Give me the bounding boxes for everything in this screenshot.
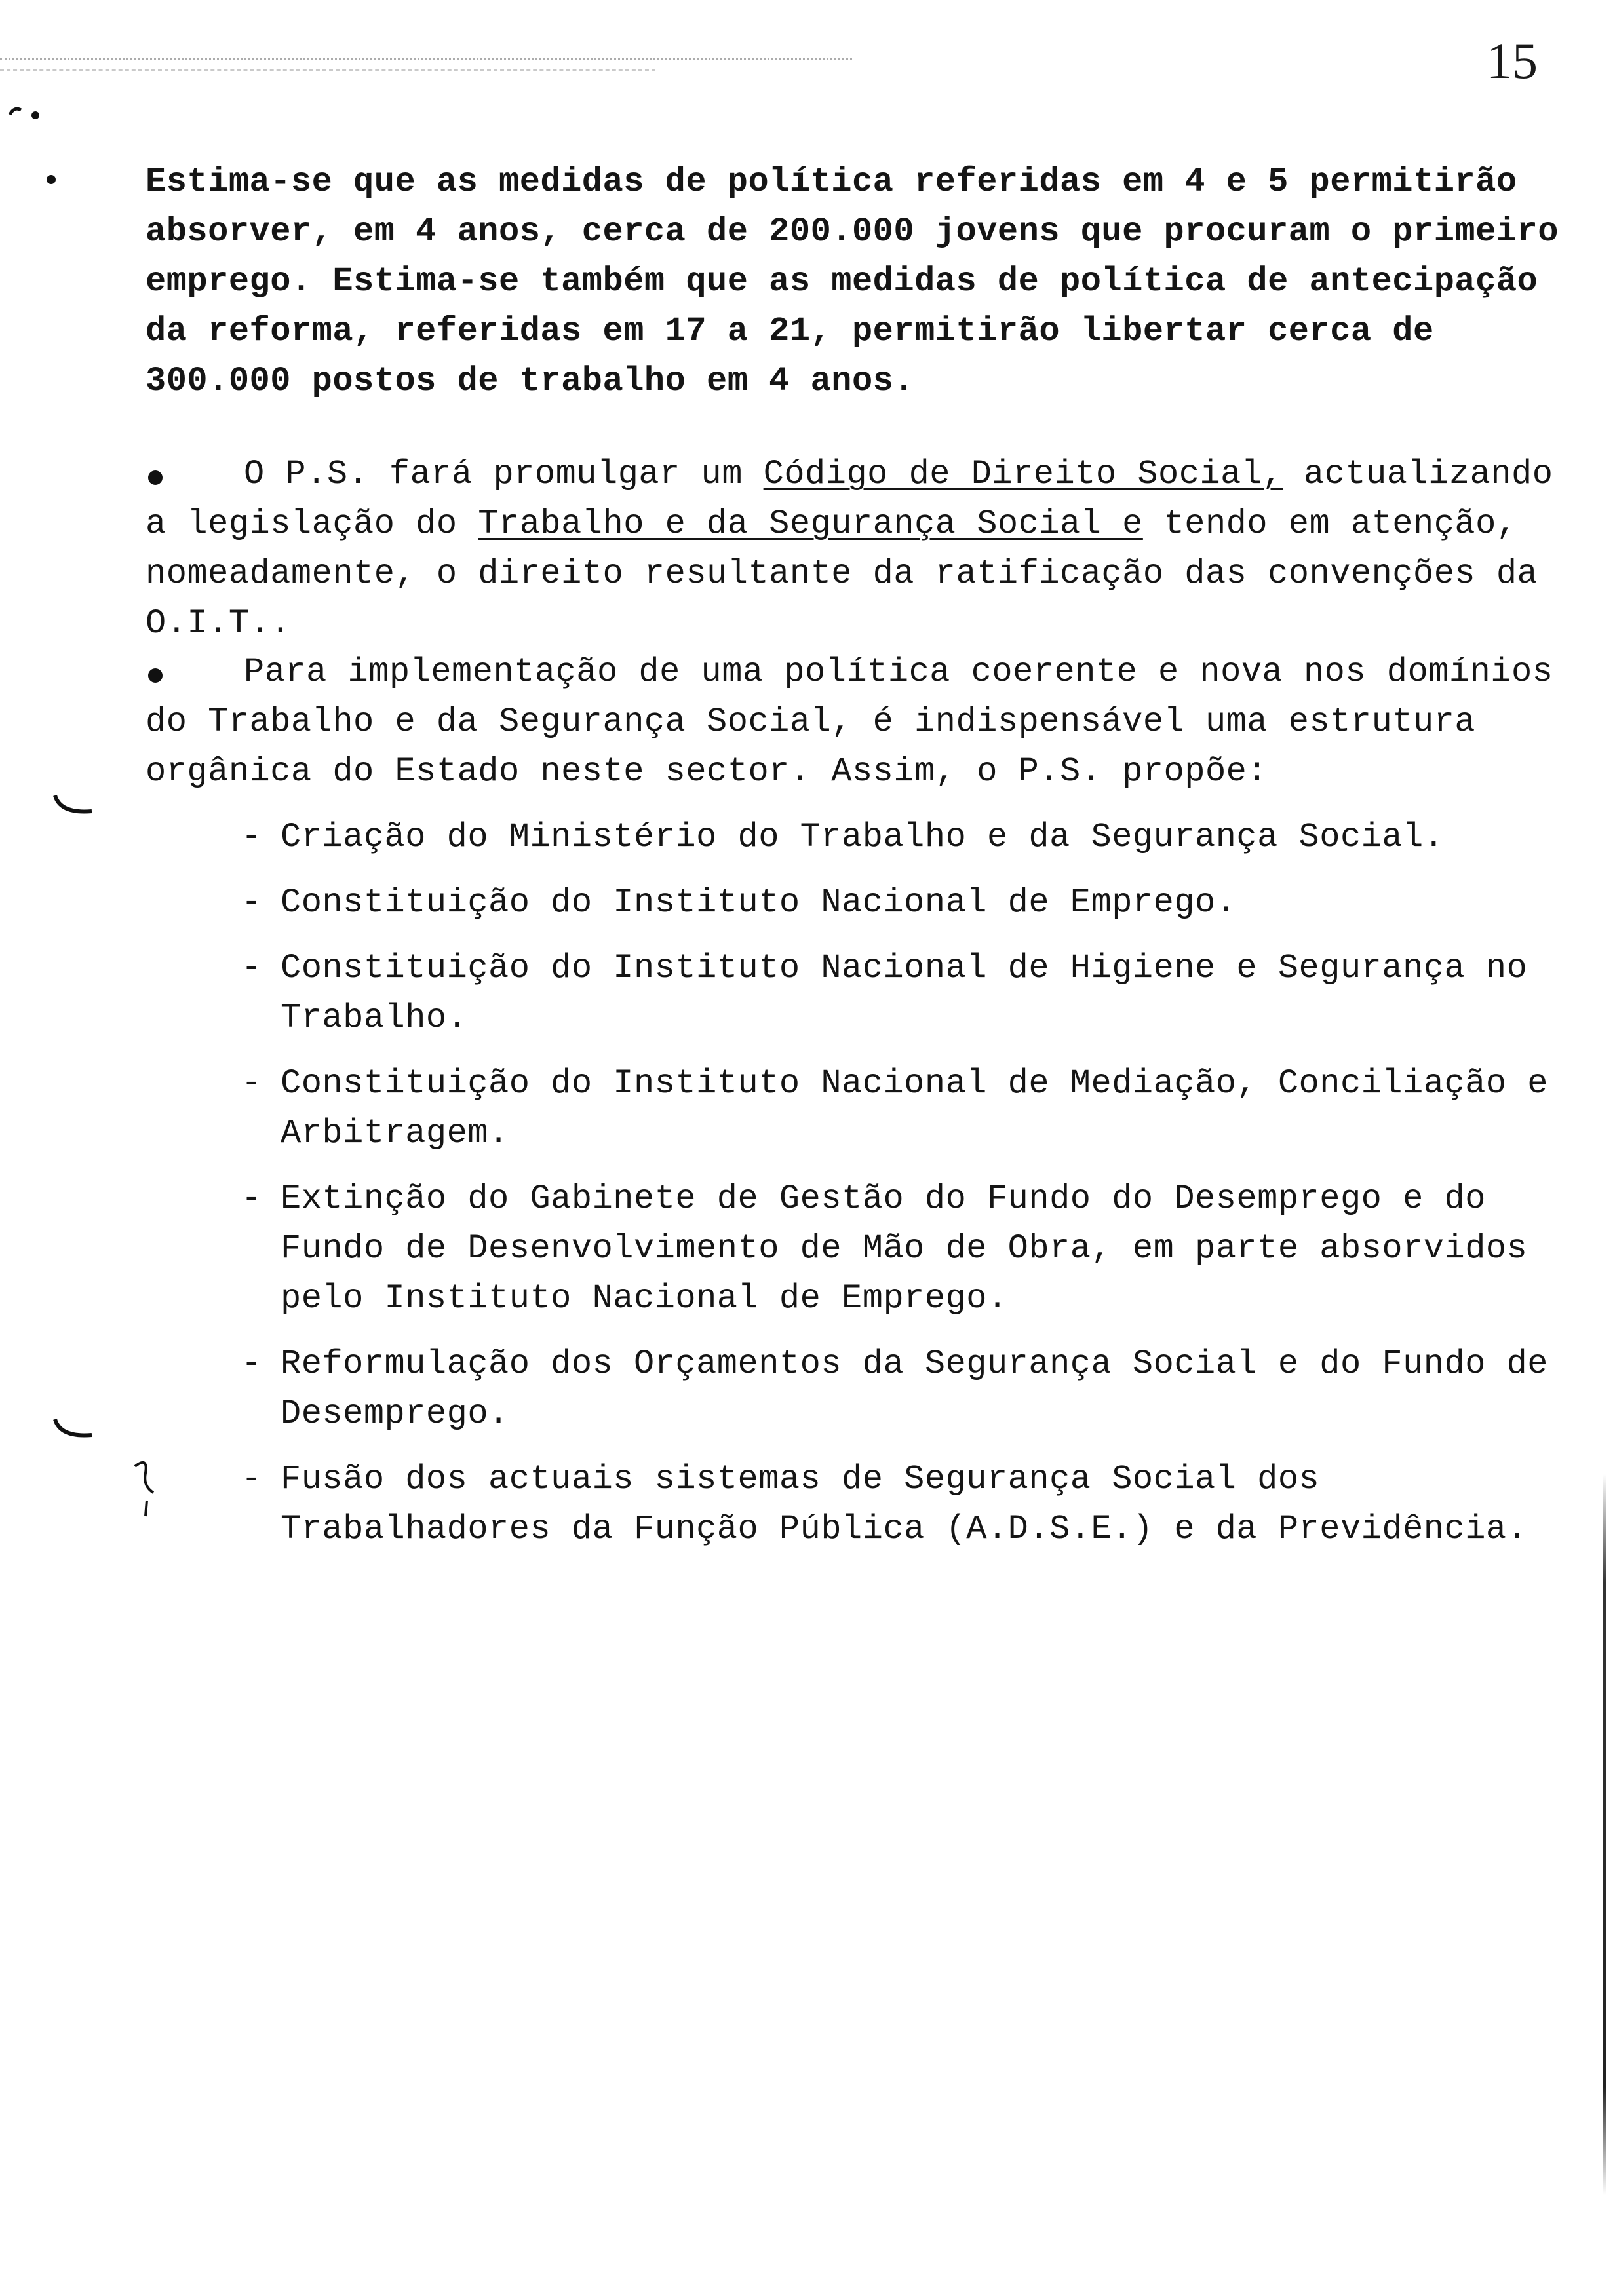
margin-handwritten-mark [128,1453,161,1519]
margin-check-mark [51,1415,97,1448]
underlined-code-title: Código de Direito Social, [763,455,1283,493]
list-dash: - [241,883,262,922]
list-item: - Constituição do Instituto Nacional de Mediação, Conciliação e Arbitragem. [241,1059,1559,1158]
page-number: 15 [1487,32,1538,89]
list-item: - Reformulação dos Orçamentos da Segurança Social e do Fundo de Desemprego. [241,1339,1559,1439]
margin-dot [43,172,59,187]
paragraph-estimates: Estima-se que as medidas de política referidas em 4 e 5 permitirão absorver, em 4 anos, cerca de 200.000 jovens que procuram o primeiro emprego. Estima-se também que as medidas de política de antecipação da reforma, referidas em 17 a 21, permitirão libertar cerca de 300.000 postos de trabalho em 4 anos. [146,163,1559,400]
list-dash: - [241,1179,262,1218]
list-dash: - [241,1345,262,1383]
scan-edge-shadow [1603,1474,1606,2195]
underlined-labour-security: Trabalho e da Segurança Social e [478,505,1143,543]
paragraph-social-law-code: O P.S. fará promulgar um Código de Direito Social, actualizando a legislação do Trabalho e da Segurança Social e tendo em atenção, nomeadamente, o direito resultante da ratificação das convenções da O.I.T.. [146,455,1553,643]
list-item: - Criação do Ministério do Trabalho e da Segurança Social. [241,813,1559,862]
list-item: - Extinção do Gabinete de Gestão do Fundo do Desemprego e do Fundo de Desenvolvimento de Mão de Obra, em parte absorvidos pelo Instituto Nacional de Emprego. [241,1174,1559,1324]
paragraph-organic-structure: Para implementação de uma política coerente e nova nos domínios do Trabalho e da Segurança Social, é indispensável uma estrutura orgânica do Estado neste sector. Assim, o P.S. propõe: [146,653,1553,791]
margin-mark-top [7,98,46,124]
list-dash: - [241,1460,262,1499]
scan-artifact-line [0,69,655,71]
scan-artifact-line [0,58,852,60]
list-item: - Fusão dos actuais sistemas de Segurança Social dos Trabalhadores da Função Pública (A.D.S.E.) e da Previdência. [241,1455,1559,1554]
list-dash: - [241,949,262,987]
list-item: - Constituição do Instituto Nacional de Emprego. [241,878,1559,928]
list-dash: - [241,1064,262,1103]
list-item: - Constituição do Instituto Nacional de Higiene e Segurança no Trabalho. [241,944,1559,1043]
list-dash: - [241,818,262,856]
margin-check-mark [51,792,97,824]
